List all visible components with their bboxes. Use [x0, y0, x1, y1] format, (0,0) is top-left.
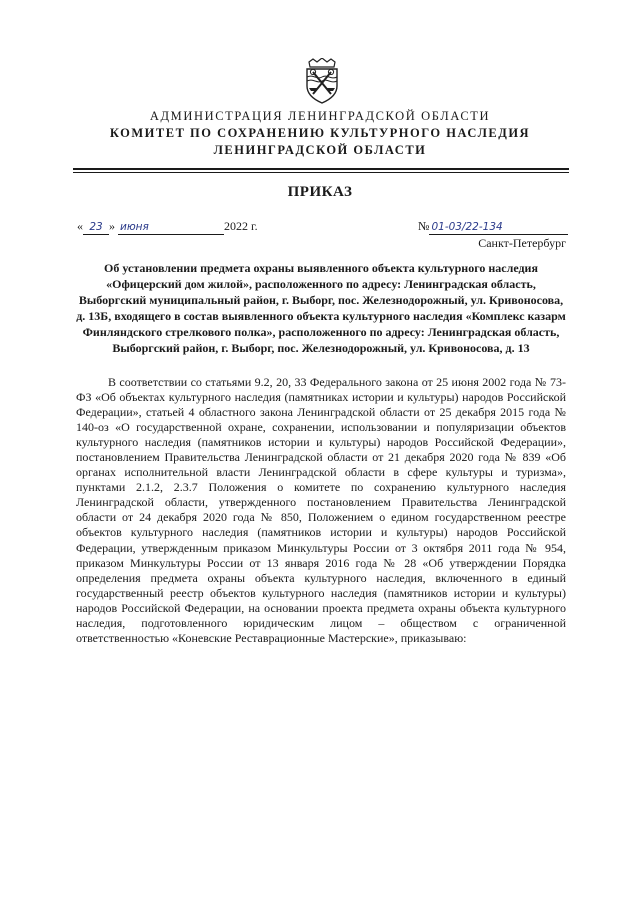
- order-date: [77, 219, 258, 235]
- header-divider-thick: [73, 168, 569, 170]
- coat-of-arms-icon: [303, 58, 341, 104]
- order-number: [418, 219, 568, 235]
- document-title: ПРИКАЗ: [287, 184, 353, 200]
- place-of-issue: Санкт-Петербург: [478, 236, 566, 250]
- number-value: 01-03/22-134: [429, 221, 568, 235]
- number-prefix: №: [418, 219, 430, 233]
- order-subject: Об установлении предмета охраны выявленного объекта культурного наследия «Офицерский дом жилой», расположенного по адресу: Ленинградская область, Выборгский муниципальный район, г. Выборг, пос. Железнодорожный, ул. Кривоносова, д. 13Б, входящего в состав выявленного объекта культурного наследия «Комплекс казарм Финляндского стрелкового полка», расположенного по адресу: Ленинградская область, Выборгский район, г. Выборг, пос. Железнодорожный, ул. Кривоносова, д. 13: [76, 261, 566, 355]
- date-day: 23: [83, 221, 109, 235]
- date-year: 2022 г.: [224, 219, 258, 233]
- header-divider-thin: [73, 172, 569, 173]
- date-open-quote: «: [77, 219, 83, 233]
- date-close-quote: »: [109, 219, 115, 233]
- date-month: июня: [118, 221, 224, 235]
- administration-heading: АДМИНИСТРАЦИЯ ЛЕНИНГРАДСКОЙ ОБЛАСТИ: [149, 109, 491, 123]
- region-heading: ЛЕНИНГРАДСКОЙ ОБЛАСТИ: [213, 143, 427, 157]
- committee-heading: КОМИТЕТ ПО СОХРАНЕНИЮ КУЛЬТУРНОГО НАСЛЕДИЯ: [109, 126, 531, 140]
- order-body: В соответствии со статьями 9.2, 20, 33 Федерального закона от 25 июня 2002 года № 73-ФЗ «Об объектах культурного наследия (памятниках истории и культуры) народов Российской Федерации», статьей 4 областного закона Ленинградской области от 25 декабря 2015 года № 140-оз «О государственной охране, сохранении, использовании и популяризации объектов культурного наследия (памятников истории и культуры) народов Российской Федерации», постановлением Правительства Ленинградской области от 21 декабря 2020 года № 839 «Об органах исполнительной власти Ленинградской области в сфере культуры и туризма», пунктами 2.1.2, 2.3.7 Положения о комитете по сохранению культурного наследия Ленинградской области, утвержденного постановлением Правительства Ленинградской области от 24 декабря 2020 года № 850, Положением о едином государственном реестре объектов культурного наследия (памятников истории и культуры) народов Российской Федерации, утвержденным приказом Минкультуры России от 3 октября 2011 года № 954, приказом Минкультуры России от 13 января 2016 года № 28 «Об утверждении Порядка определения предмета охраны объекта культурного наследия, включенного в единый государственный реестр объектов культурного наследия (памятников истории и культуры) народов Российской Федерации, на основании проекта предмета охраны объекта культурного наследия, подготовленного юридическим лицом – обществом с ограниченной ответственностью «Коневские Реставрационные Мастерские», приказываю:: [76, 375, 566, 645]
